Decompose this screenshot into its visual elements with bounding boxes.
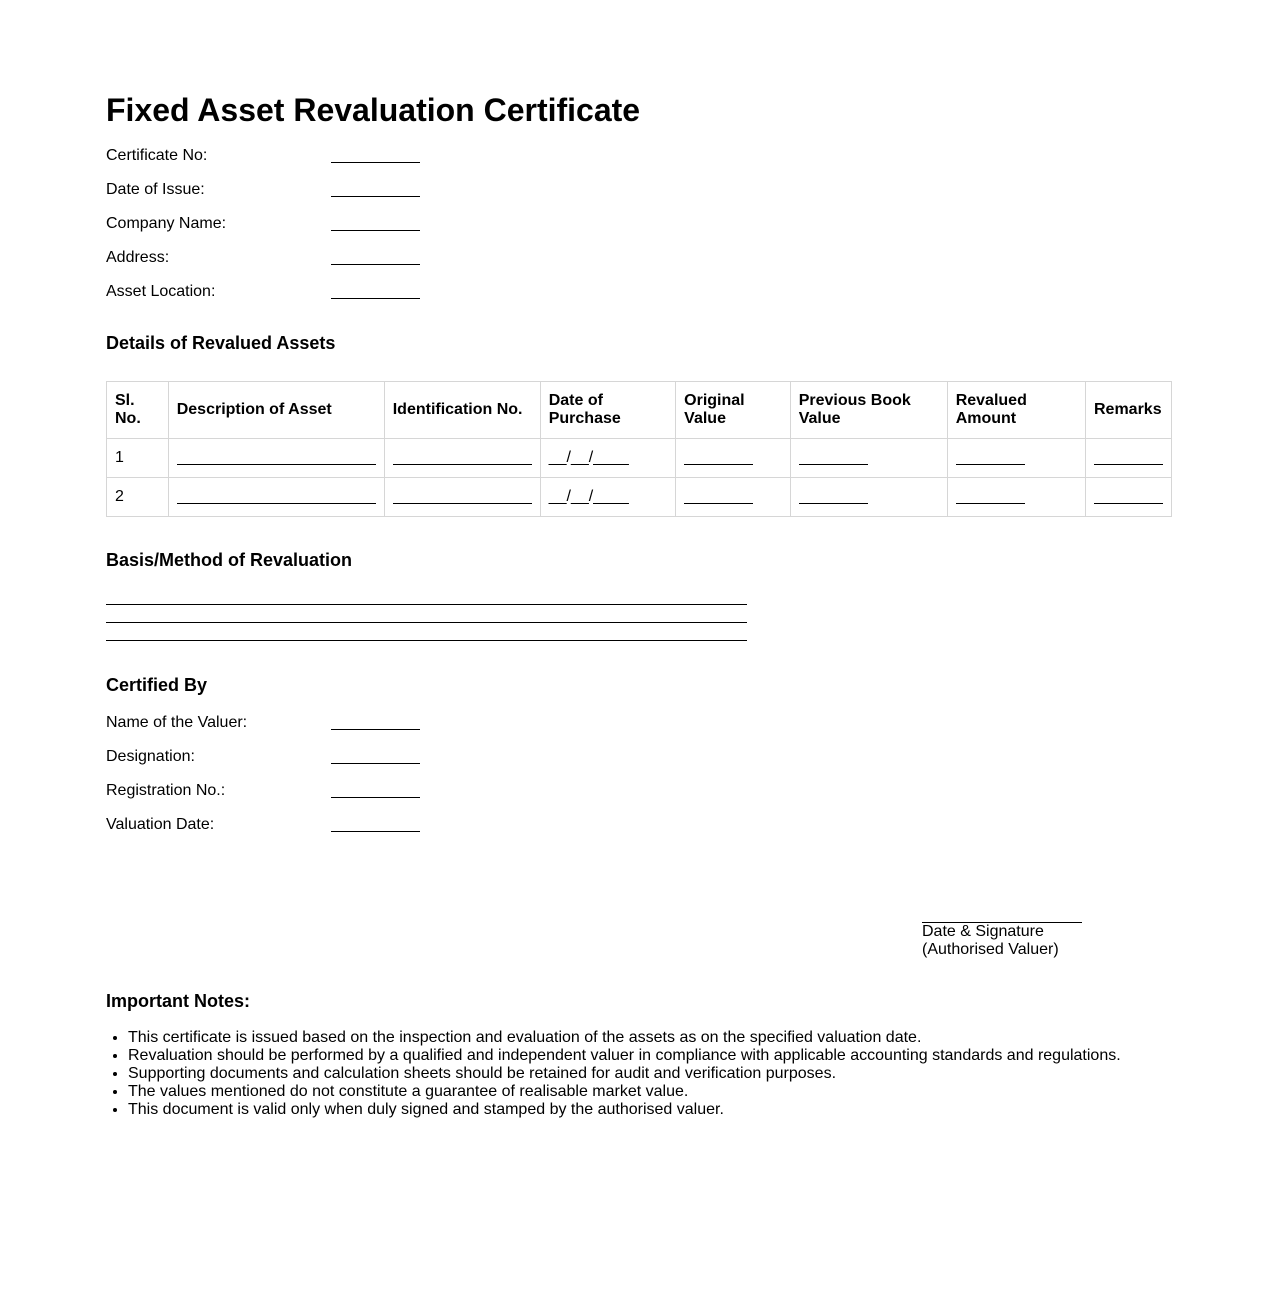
company-name-field [106, 214, 436, 234]
designation-blank[interactable] [331, 763, 420, 764]
description-cell [168, 478, 384, 517]
col-original-value: Original Value [676, 382, 791, 439]
remarks-cell [1086, 478, 1172, 517]
asset-location-blank[interactable] [331, 298, 420, 299]
registration-no-field [106, 781, 436, 801]
col-identification: Identification No. [384, 382, 540, 439]
signature-caption: Date & Signature [922, 923, 1044, 940]
valuation-date-field [106, 815, 436, 835]
date-blank[interactable]: __/__/____ [548, 488, 629, 505]
identification-cell [384, 439, 540, 478]
field-label: Company Name: [106, 215, 227, 232]
certificate-no-field [106, 146, 436, 166]
previous-book-value-blank[interactable] [799, 489, 868, 504]
signature-line[interactable] [922, 906, 1082, 923]
valuer-name-blank[interactable] [331, 729, 420, 730]
field-label: Designation: [106, 748, 195, 765]
designation-field [106, 747, 436, 767]
description-blank[interactable] [177, 489, 376, 504]
basis-line[interactable] [106, 604, 747, 605]
field-label: Asset Location: [106, 283, 216, 300]
certified-section-heading: Certified By [106, 675, 208, 695]
original-value-blank[interactable] [684, 450, 753, 465]
notes-list [106, 1029, 1194, 1119]
valuation-date-blank[interactable] [331, 831, 420, 832]
field-label: Registration No.: [106, 782, 226, 799]
valuer-name-field [106, 713, 436, 733]
original-value-cell [676, 439, 791, 478]
list-item: • The values mentioned do not constitute a guarantee of realisable market value. [128, 1083, 1194, 1101]
address-field [106, 248, 436, 268]
field-label: Name of the Valuer: [106, 714, 248, 731]
date-cell [540, 478, 675, 517]
field-label: Address: [106, 249, 170, 266]
assets-table [106, 381, 1172, 517]
field-label: Certificate No: [106, 147, 208, 164]
signature-block [922, 906, 1122, 959]
signature-role: (Authorised Valuer) [922, 941, 1059, 958]
table-row [107, 439, 1172, 478]
remarks-cell [1086, 439, 1172, 478]
field-label: Date of Issue: [106, 181, 205, 198]
registration-no-blank[interactable] [331, 797, 420, 798]
col-sl-no: Sl. No. [107, 382, 169, 439]
list-item: • Supporting documents and calculation sheets should be retained for audit and verification purposes. [128, 1065, 1194, 1083]
identification-blank[interactable] [393, 450, 532, 465]
basis-line[interactable] [106, 622, 747, 623]
revalued-amount-cell [947, 478, 1085, 517]
field-label: Valuation Date: [106, 816, 215, 833]
date-cell [540, 439, 675, 478]
table-row [107, 478, 1172, 517]
sl-no-cell: 2 [107, 478, 169, 517]
basis-section-heading: Basis/Method of Revaluation [106, 550, 353, 570]
address-blank[interactable] [331, 264, 420, 265]
basis-line[interactable] [106, 640, 747, 641]
notes-heading: Important Notes: [106, 991, 250, 1011]
asset-location-field [106, 282, 436, 302]
col-date-of-purchase: Date of Purchase [540, 382, 675, 439]
revalued-amount-blank[interactable] [956, 450, 1025, 465]
previous-book-value-blank[interactable] [799, 450, 868, 465]
table-header-row [107, 382, 1172, 439]
previous-book-value-cell [790, 439, 947, 478]
col-revalued-amount: Revalued Amount [947, 382, 1085, 439]
remarks-blank[interactable] [1094, 450, 1163, 465]
description-blank[interactable] [177, 450, 376, 465]
company-name-blank[interactable] [331, 230, 420, 231]
certificate-no-blank[interactable] [331, 162, 420, 163]
date-of-issue-blank[interactable] [331, 196, 420, 197]
list-item: • Revaluation should be performed by a qualified and independent valuer in compliance with applicable accounting standards and regulations. [128, 1047, 1194, 1065]
sl-no-cell: 1 [107, 439, 169, 478]
revalued-amount-cell [947, 439, 1085, 478]
col-remarks: Remarks [1086, 382, 1172, 439]
col-previous-book-value: Previous Book Value [790, 382, 947, 439]
previous-book-value-cell [790, 478, 947, 517]
assets-section-heading: Details of Revalued Assets [106, 333, 336, 353]
list-item: • This certificate is issued based on the inspection and evaluation of the assets as on the specified valuation date. [128, 1029, 1194, 1047]
remarks-blank[interactable] [1094, 489, 1163, 504]
revalued-amount-blank[interactable] [956, 489, 1025, 504]
original-value-blank[interactable] [684, 489, 753, 504]
col-description: Description of Asset [168, 382, 384, 439]
identification-cell [384, 478, 540, 517]
page-title: Fixed Asset Revaluation Certificate [106, 92, 641, 128]
original-value-cell [676, 478, 791, 517]
date-of-issue-field [106, 180, 436, 200]
identification-blank[interactable] [393, 489, 532, 504]
list-item: • This document is valid only when duly signed and stamped by the authorised valuer. [128, 1101, 1194, 1119]
description-cell [168, 439, 384, 478]
date-blank[interactable]: __/__/____ [548, 449, 629, 466]
